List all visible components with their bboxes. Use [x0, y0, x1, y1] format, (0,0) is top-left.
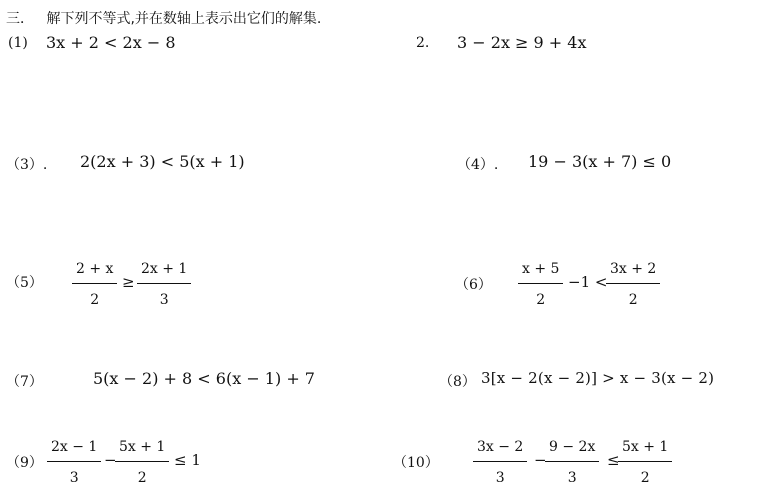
- problem-5-label: （5）: [6, 275, 43, 291]
- problem-8-label: （8）: [439, 374, 476, 390]
- problem-9-denominator-1: 3: [69, 470, 79, 486]
- problem-10-numerator-1: 3x − 2: [477, 439, 524, 455]
- problem-7-expression: 5(x − 2) + 8 < 6(x − 1) + 7: [93, 369, 315, 388]
- problem-5-numerator-2: 2x + 1: [141, 261, 188, 277]
- fraction-bar: [473, 461, 527, 462]
- section-number: 三．: [6, 11, 34, 27]
- fraction-bar: [618, 461, 672, 462]
- problem-3-label: （3）.: [6, 157, 48, 173]
- problem-10-label: （10）: [393, 455, 439, 471]
- fraction-bar: [47, 461, 101, 462]
- problem-10-numerator-2: 9 − 2x: [549, 439, 596, 455]
- problem-5-operator: ≥: [122, 273, 135, 291]
- problem-10-fraction-1: [473, 440, 527, 485]
- problem-2-label: 2.: [416, 35, 430, 51]
- section-heading: [6, 8, 321, 28]
- problem-5-fraction-1: [72, 262, 117, 307]
- fraction-bar: [72, 283, 117, 284]
- instruction-text: 解下列不等式,并在数轴上表示出它们的解集.: [46, 11, 322, 27]
- problem-5-denominator-2: 3: [159, 292, 169, 308]
- problem-5-numerator-1: 2 + x: [76, 261, 114, 277]
- problem-6-label: （6）: [455, 277, 492, 293]
- problem-9-numerator-2: 5x + 1: [119, 439, 166, 455]
- problem-10-denominator-2: 3: [567, 470, 577, 486]
- problem-6-denominator-2: 2: [628, 292, 638, 308]
- problem-6-numerator-2: 3x + 2: [610, 261, 657, 277]
- problem-5-denominator-1: 2: [90, 292, 100, 308]
- fraction-bar: [545, 461, 599, 462]
- problem-1-expression: 3x + 2 < 2x − 8: [46, 33, 176, 52]
- problem-10-operator-1: −: [534, 451, 547, 469]
- problem-10-fraction-3: [618, 440, 672, 485]
- problem-5-fraction-2: [137, 262, 191, 307]
- problem-9-fraction-2: [115, 440, 169, 485]
- problem-1-label: (1): [8, 35, 28, 51]
- problem-6-denominator-1: 2: [536, 292, 546, 308]
- problem-6-numerator-1: x + 5: [522, 261, 560, 277]
- problem-4-expression: 19 − 3(x + 7) ≤ 0: [528, 152, 672, 171]
- problem-9-fraction-1: [47, 440, 101, 485]
- problem-3-expression: 2(2x + 3) < 5(x + 1): [80, 152, 245, 171]
- problem-7-label: （7）: [6, 374, 43, 390]
- problem-9-label: （9）: [6, 455, 43, 471]
- fraction-bar: [606, 283, 660, 284]
- problem-10-operator-2: ≤: [607, 451, 620, 469]
- problem-6-fraction-2: [606, 262, 660, 307]
- problem-9-operator-2: ≤ 1: [174, 451, 201, 469]
- problem-9-operator-1: −: [104, 451, 117, 469]
- fraction-bar: [137, 283, 191, 284]
- problem-9-denominator-2: 2: [137, 470, 147, 486]
- problem-8-expression: 3[x − 2(x − 2)] > x − 3(x − 2): [481, 369, 715, 387]
- problem-9-numerator-1: 2x − 1: [51, 439, 98, 455]
- problem-10-denominator-3: 2: [640, 470, 650, 486]
- problem-2-expression: 3 − 2x ≥ 9 + 4x: [457, 33, 587, 52]
- problem-6-fraction-1: [518, 262, 563, 307]
- problem-6-operator: −1 <: [568, 273, 608, 291]
- problem-10-denominator-1: 3: [495, 470, 505, 486]
- problem-4-label: （4）.: [457, 157, 499, 173]
- problem-10-fraction-2: [545, 440, 599, 485]
- problem-10-numerator-3: 5x + 1: [622, 439, 669, 455]
- fraction-bar: [115, 461, 169, 462]
- fraction-bar: [518, 283, 563, 284]
